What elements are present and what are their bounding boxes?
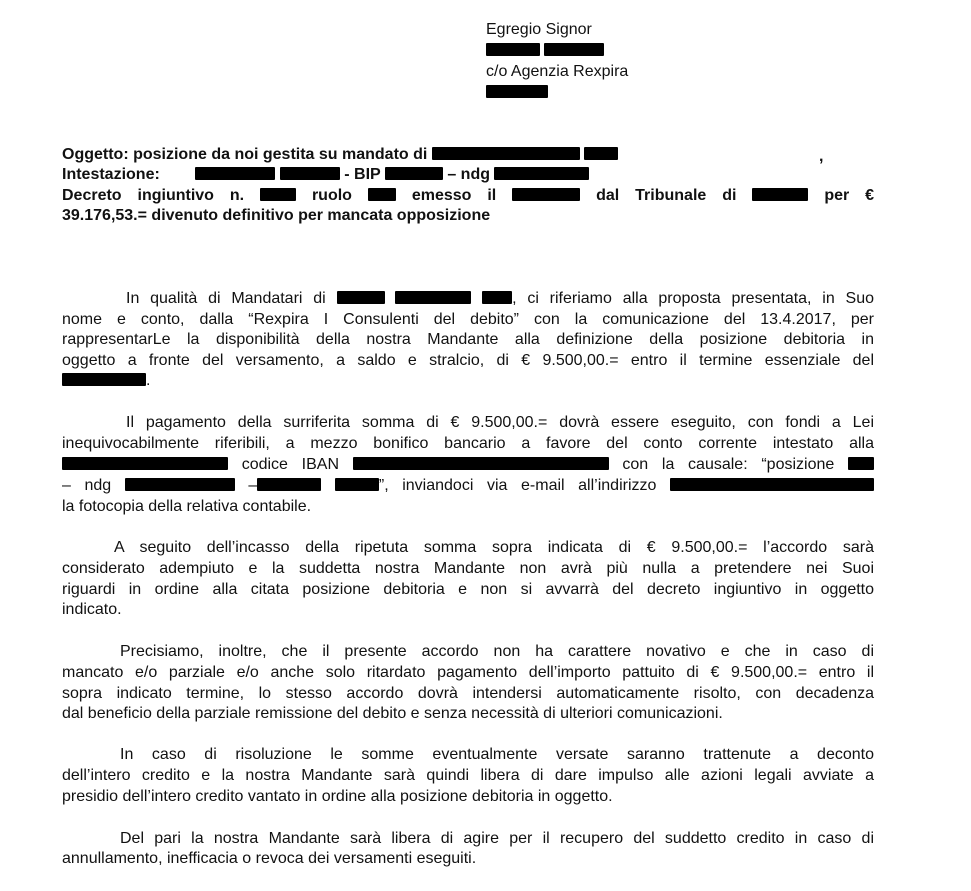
p3-line-4: indicato. bbox=[62, 601, 122, 618]
p3-line-3: riguardi in ordine alla citata posizione debitoria e non si avvarrà del decreto ingiuntivo in oggetto bbox=[62, 581, 874, 598]
p1-line-5: . bbox=[62, 371, 874, 391]
p5-line-1: In caso di risoluzione le somme eventualmente versate saranno trattenute a deconto bbox=[120, 746, 874, 763]
p1-line-2: nome e conto, dalla “Rexpira I Consulenti del debito” con la comunicazione del 13.4.2017, per bbox=[62, 311, 874, 328]
subject-line-3: Decreto ingiuntivo n. ruolo emesso il dal Tribunale di per € bbox=[62, 187, 875, 204]
subject-line-2: Intestazione: - BIP – ndg bbox=[62, 165, 874, 185]
p2-line-2: inequivocabilmente riferibili, a mezzo bonifico bancario a favore del conto corrente intestato alla bbox=[62, 435, 874, 452]
p1-line-4: oggetto a fronte del versamento, a saldo e stralcio, di € 9.500,00.= entro il termine essenziale del bbox=[62, 352, 874, 369]
addressee-salutation: Egregio Signor bbox=[486, 21, 592, 38]
addressee-agency: c/o Agenzia Rexpira bbox=[486, 63, 629, 80]
subject-line-4: 39.176,53.= divenuto definitivo per mancata opposizione bbox=[62, 207, 491, 224]
p1-line-1: In qualità di Mandatari di , ci riferiamo alla proposta presentata, in Suo bbox=[126, 290, 874, 307]
p5-line-3: presidio dell’intero credito vantato in ordine alla posizione debitoria in oggetto. bbox=[62, 788, 613, 805]
p2-line-1: Il pagamento della surriferita somma di € 9.500,00.= dovrà essere eseguito, con fondi a Lei bbox=[126, 414, 874, 431]
p4-line-1: Precisiamo, inoltre, che il presente accordo non ha carattere novativo e che in caso di bbox=[120, 643, 874, 660]
p3-line-2: considerato adempiuto e la suddetta nostra Mandante non avrà più nulla a pretendere nei Suoi bbox=[62, 560, 874, 577]
subject-line-1: Oggetto: posizione da noi gestita su mandato di bbox=[62, 145, 874, 165]
addressee-city-redacted bbox=[486, 84, 548, 102]
p4-line-2: mancato e/o parziale e/o anche solo ritardato pagamento dell’importo pattuito di € 9.500,00.= entro il bbox=[62, 664, 874, 681]
p4-line-3: sopra indicato termine, lo stesso accordo dovrà intendersi automaticamente risolto, con decadenza bbox=[62, 685, 874, 702]
p6-line-1: Del pari la nostra Mandante sarà libera di agire per il recupero del suddetto credito in caso di bbox=[120, 830, 874, 847]
p2-line-3: codice IBAN con la causale: “posizione bbox=[62, 455, 874, 475]
p3-line-1: A seguito dell’incasso della ripetuta somma sopra indicata di € 9.500,00.= l’accordo sarà bbox=[114, 539, 874, 556]
p1-line-3: rappresentarLe la disponibilità della nostra Mandante alla definizione della posizione debitoria in bbox=[62, 331, 874, 348]
p5-line-2: dell’intero credito e la nostra Mandante sarà quindi libera di dare impulso alle azioni legali avviate a bbox=[62, 767, 874, 784]
p2-line-5: la fotocopia della relativa contabile. bbox=[62, 498, 312, 515]
p4-line-4: dal beneficio della parziale remissione del debito e senza necessità di ulteriori comunicazioni. bbox=[62, 705, 723, 722]
p2-line-4: – ndg – ”, inviandoci via e-mail all’indirizzo bbox=[62, 476, 874, 496]
addressee-name-redacted bbox=[486, 42, 604, 60]
stray-mark: , bbox=[819, 148, 824, 165]
p6-line-2: annullamento, inefficacia o revoca dei versamenti eseguiti. bbox=[62, 850, 477, 867]
